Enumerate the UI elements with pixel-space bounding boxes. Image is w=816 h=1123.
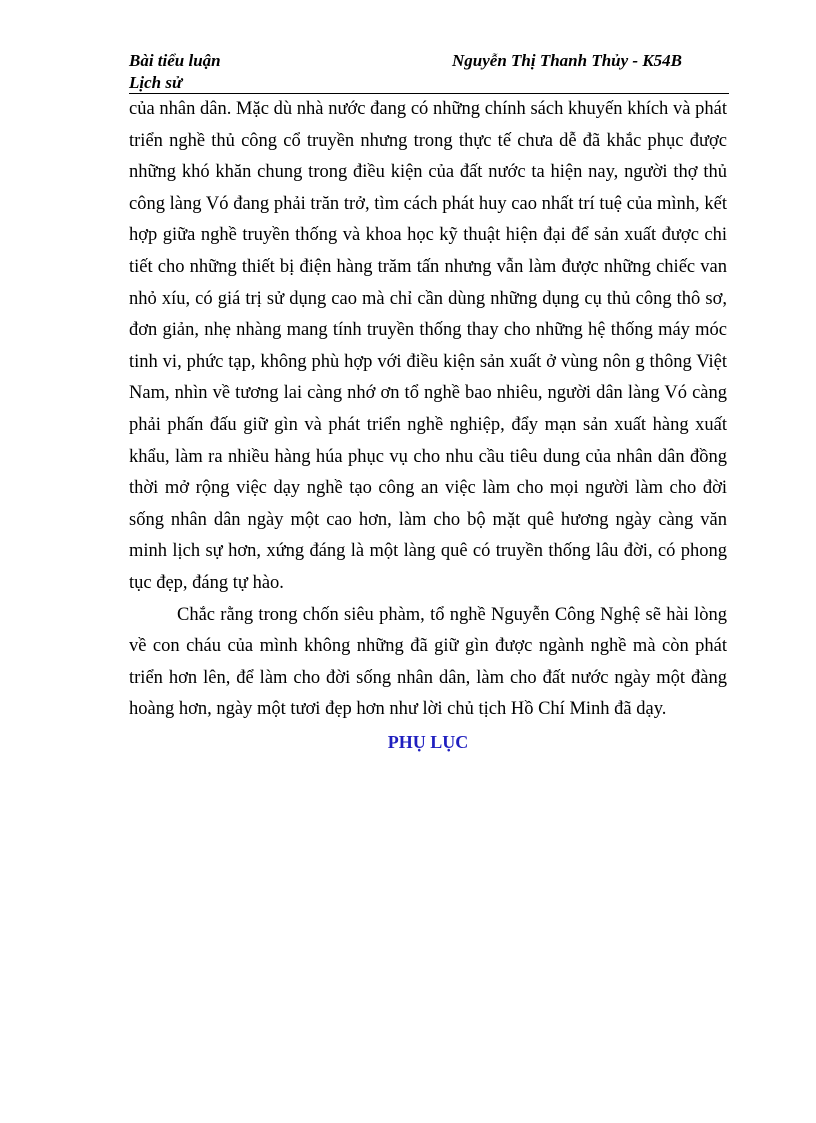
header-course-title: Bài tiểu luận bbox=[129, 51, 221, 70]
document-body bbox=[129, 94, 727, 756]
appendix-heading: PHỤ LỤC bbox=[387, 731, 469, 752]
header-course-subject: Lịch sử bbox=[129, 73, 183, 92]
body-paragraph: của nhân dân. Mặc dù nhà nước đang có những chính sách khuyến khích và phát triển nghề thủ công cổ truyền nhưng trong thực tế chưa dễ đã khắc phục được những khó khăn chung trong điều kiện của đất nước ta hiện nay, người thợ thủ công làng Vó đang phải trăn trở, tìm cách phát huy cao nhất trí tuệ của mình, kết hợp giữa nghề truyền thống và khoa học kỹ thuật hiện đại để sản xuất được chi tiết cho những thiết bị điện hàng trăm tấn nhưng vẫn làm được những chiếc van nhỏ xíu, có giá trị sử dụng cao mà chỉ cần dùng những dụng cụ thủ công thô sơ, đơn giản, nhẹ nhàng mang tính truyền thống thay cho những hệ thống máy móc tinh vi, phức tạp, không phù hợp với điều kiện sản xuất ở vùng nôn g thông Việt Nam, nhìn về tương lai càng nhớ ơn tổ nghề bao nhiêu, người dân làng Vó càng phải phấn đấu giữ gìn và phát triển nghề nghiệp, đẩy mạn sản xuất hàng xuất khẩu, làm ra nhiều hàng húa phục vụ cho nhu cầu tiêu dung của nhân dân đồng thời mở rộng việc dạy nghề tạo công an việc làm cho mọi người làm cho đời sống nhân dân ngày một cao hơn, làm cho bộ mặt quê hương ngày càng văn minh lịch sự hơn, xứng đáng là một làng quê có truyền thống lâu đời, có phong tục đẹp, đáng tự hào. bbox=[129, 99, 727, 593]
header-author: Nguyễn Thị Thanh Thủy - K54B bbox=[452, 51, 683, 70]
header-course bbox=[129, 50, 221, 94]
body-paragraph: Chắc rằng trong chốn siêu phàm, tổ nghề Nguyễn Công Nghệ sẽ hài lòng về con cháu của mình không những đã giữ gìn được ngành nghề mà còn phát triển hơn lên, để làm cho đời sống nhân dân, làm cho đất nước ngày một đàng hoàng hơn, ngày một tươi đẹp hơn như lời chủ tịch Hồ Chí Minh đã dạy. bbox=[129, 604, 727, 720]
page-header bbox=[129, 50, 729, 95]
